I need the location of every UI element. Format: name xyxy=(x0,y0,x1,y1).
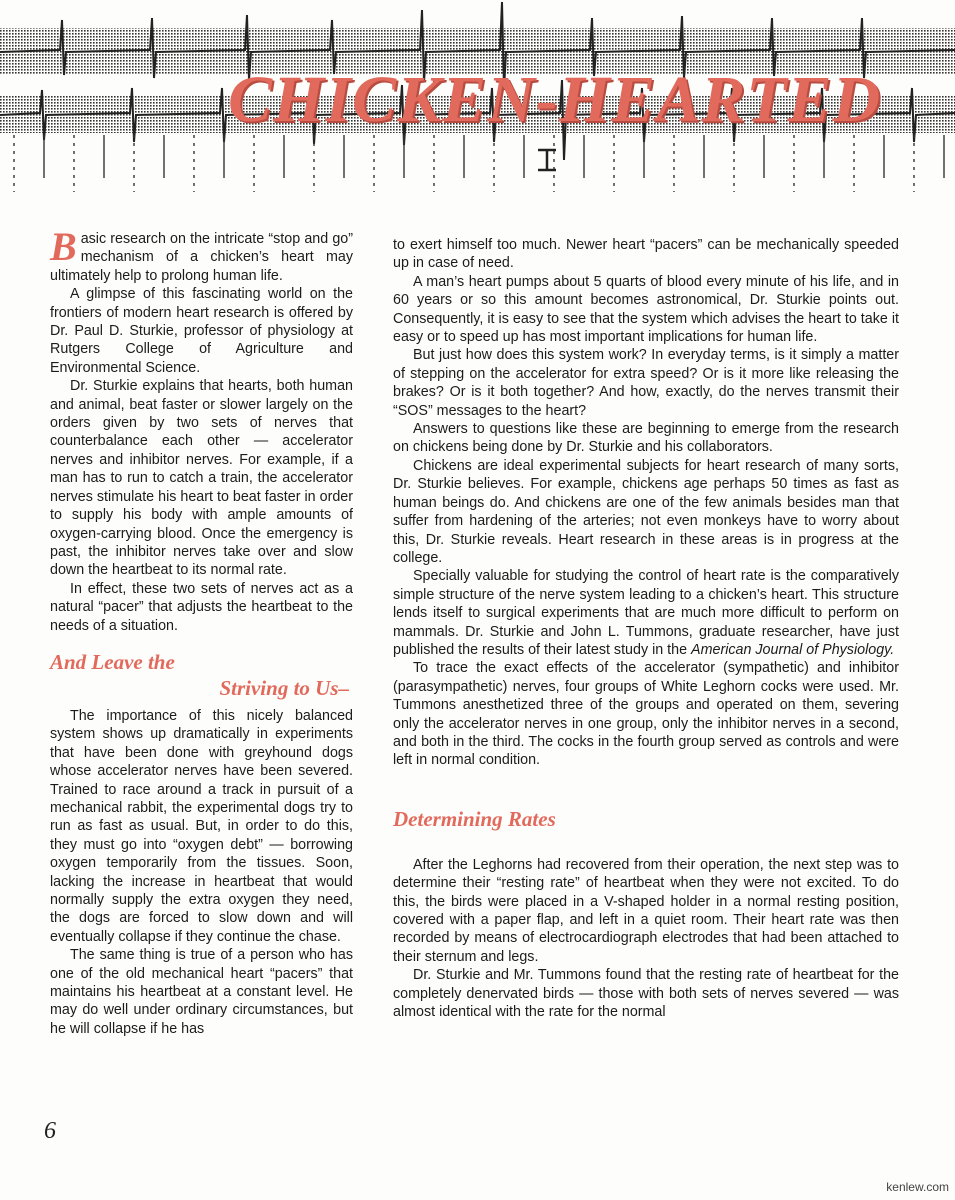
paragraph: A man’s heart pumps about 5 quarts of blood every minute of his life, and in 60 years or so this amount becomes astronomical, Dr. Sturkie points out. Consequently, it is easy to see that the system which advises the heart to take it easy or to speed up has most important implications for human life. xyxy=(393,273,899,346)
paragraph xyxy=(393,567,899,659)
intro-paragraph xyxy=(50,224,353,285)
subheading-determining-rates: Determining Rates xyxy=(393,806,556,831)
paragraph: Answers to questions like these are beginning to emerge from the research on chickens being done by Dr. Sturkie and his collaborators. xyxy=(393,421,899,456)
paragraph: A glimpse of this fascinating world on the frontiers of modern heart research is offered by Dr. Paul D. Sturkie, professor of physiology at Rutgers College of Agriculture and Environmental Science. xyxy=(50,286,353,376)
left-column xyxy=(50,224,353,1038)
intro-text: asic research on the intricate “stop and go” mechanism of a chicken’s heart may ultimately help to prolong human life. xyxy=(50,231,353,284)
dropcap-letter: B xyxy=(50,224,77,269)
paragraph: In effect, these two sets of nerves act as a natural “pacer” that adjusts the heartbeat to the needs of a situation. xyxy=(50,580,353,634)
paragraph: But just how does this system work? In everyday terms, is it simply a matter of stepping on the accelerator for extra speed? Or is it more like releasing the brakes? Or is it both together? And how, exactly, do the nerves transmit their “SOS” messages to the heart? xyxy=(393,347,899,419)
paragraph: Dr. Sturkie explains that hearts, both human and animal, beat faster or slower largely on the orders given by two sets of nerves that counterbalance each other — accelerator nerves and inhibitor nerves. For example, if a man has to run to catch a train, the accelerator nerves stimulate his heart to beat faster in order to supply his body with ample amounts of oxygen-carrying blood. Once the emergency is past, the inhibitor nerves take over and slow down the heartbeat to its normal rate. xyxy=(50,378,353,579)
article-title: CHICKEN-HEARTED xyxy=(228,63,882,136)
paragraph: After the Leghorns had recovered from their operation, the next step was to determine their “resting rate” of heartbeat when they were not excited. To do this, the birds were placed in a V-shaped holder in a normal resting position, covered with a paper flap, and left in a quiet room. Their heart rate was then recorded by means of electrocardiograph electrodes that had been attached to their sternum and legs. xyxy=(393,856,899,965)
journal-name: American Journal of Physiology. xyxy=(691,641,895,658)
paragraph: Dr. Sturkie and Mr. Tummons found that the resting rate of heartbeat for the completely denervated birds — those with both sets of nerves severed — was almost identical with the rate for the normal xyxy=(393,967,899,1021)
paragraph: The same thing is true of a person who has one of the old mechanical heart “pacers” that maintains his heartbeat at a constant level. He may do well under ordinary circumstances, but he will collapse if he has xyxy=(50,947,353,1037)
subheading-and-leave: And Leave the xyxy=(50,649,175,674)
paragraph-text: Specially valuable for studying the control of heart rate is the comparatively simple structure of the nerve system leading to a chicken’s heart. This structure lends itself to surgical experiments that are much more difficult to perform on mammals. Dr. Sturkie and John L. Tummons, graduate researcher, have just published the results of their latest study in the xyxy=(393,568,899,658)
paragraph: The importance of this nicely balanced system shows up dramatically in experiments that have been done with greyhound dogs whose accelerator nerves have been severed. Trained to race around a track in pursuit of a mechanical rabbit, the experimental dogs try to run as fast as usual. But, in order to do this, they must go into “oxygen debt” — borrowing oxygen temporarily from the tissues. Soon, lacking the increase in heartbeat that would normally supply the extra oxygen they need, the dogs are forced to slow down and will eventually collapse if they continue the chase. xyxy=(50,707,353,945)
paragraph: Chickens are ideal experimental subjects for heart research of many sorts, Dr. Sturkie believes. For example, chickens age perhaps 50 times as fast as human beings do. And chickens are one of the few animals besides man that suffer from hardening of the arteries; not even monkeys have to worry about this, Dr. Sturkie reveals. Heart research in these areas is in progress at the college. xyxy=(393,457,899,566)
watermark: kenlew.com xyxy=(886,1180,949,1194)
ecg-grid-ticks xyxy=(14,135,944,192)
paragraph: to exert himself too much. Newer heart “pacers” can be mechanically speeded up in case of need. xyxy=(393,237,899,272)
paragraph: To trace the exact effects of the accelerator (sympathetic) and inhibitor (parasympathetic) nerves, four groups of White Leghorn cocks were used. Mr. Tummons anesthetized three of the groups and operated on them, severing only the accelerator nerves in one group, only the inhibitor nerves in a second, and both in the third. The cocks in the fourth group served as controls and were left in normal condition. xyxy=(393,660,899,769)
page-number: 6 xyxy=(44,1118,56,1144)
subheading-striving: Striving to Us– xyxy=(219,675,349,700)
right-column xyxy=(393,236,899,1021)
